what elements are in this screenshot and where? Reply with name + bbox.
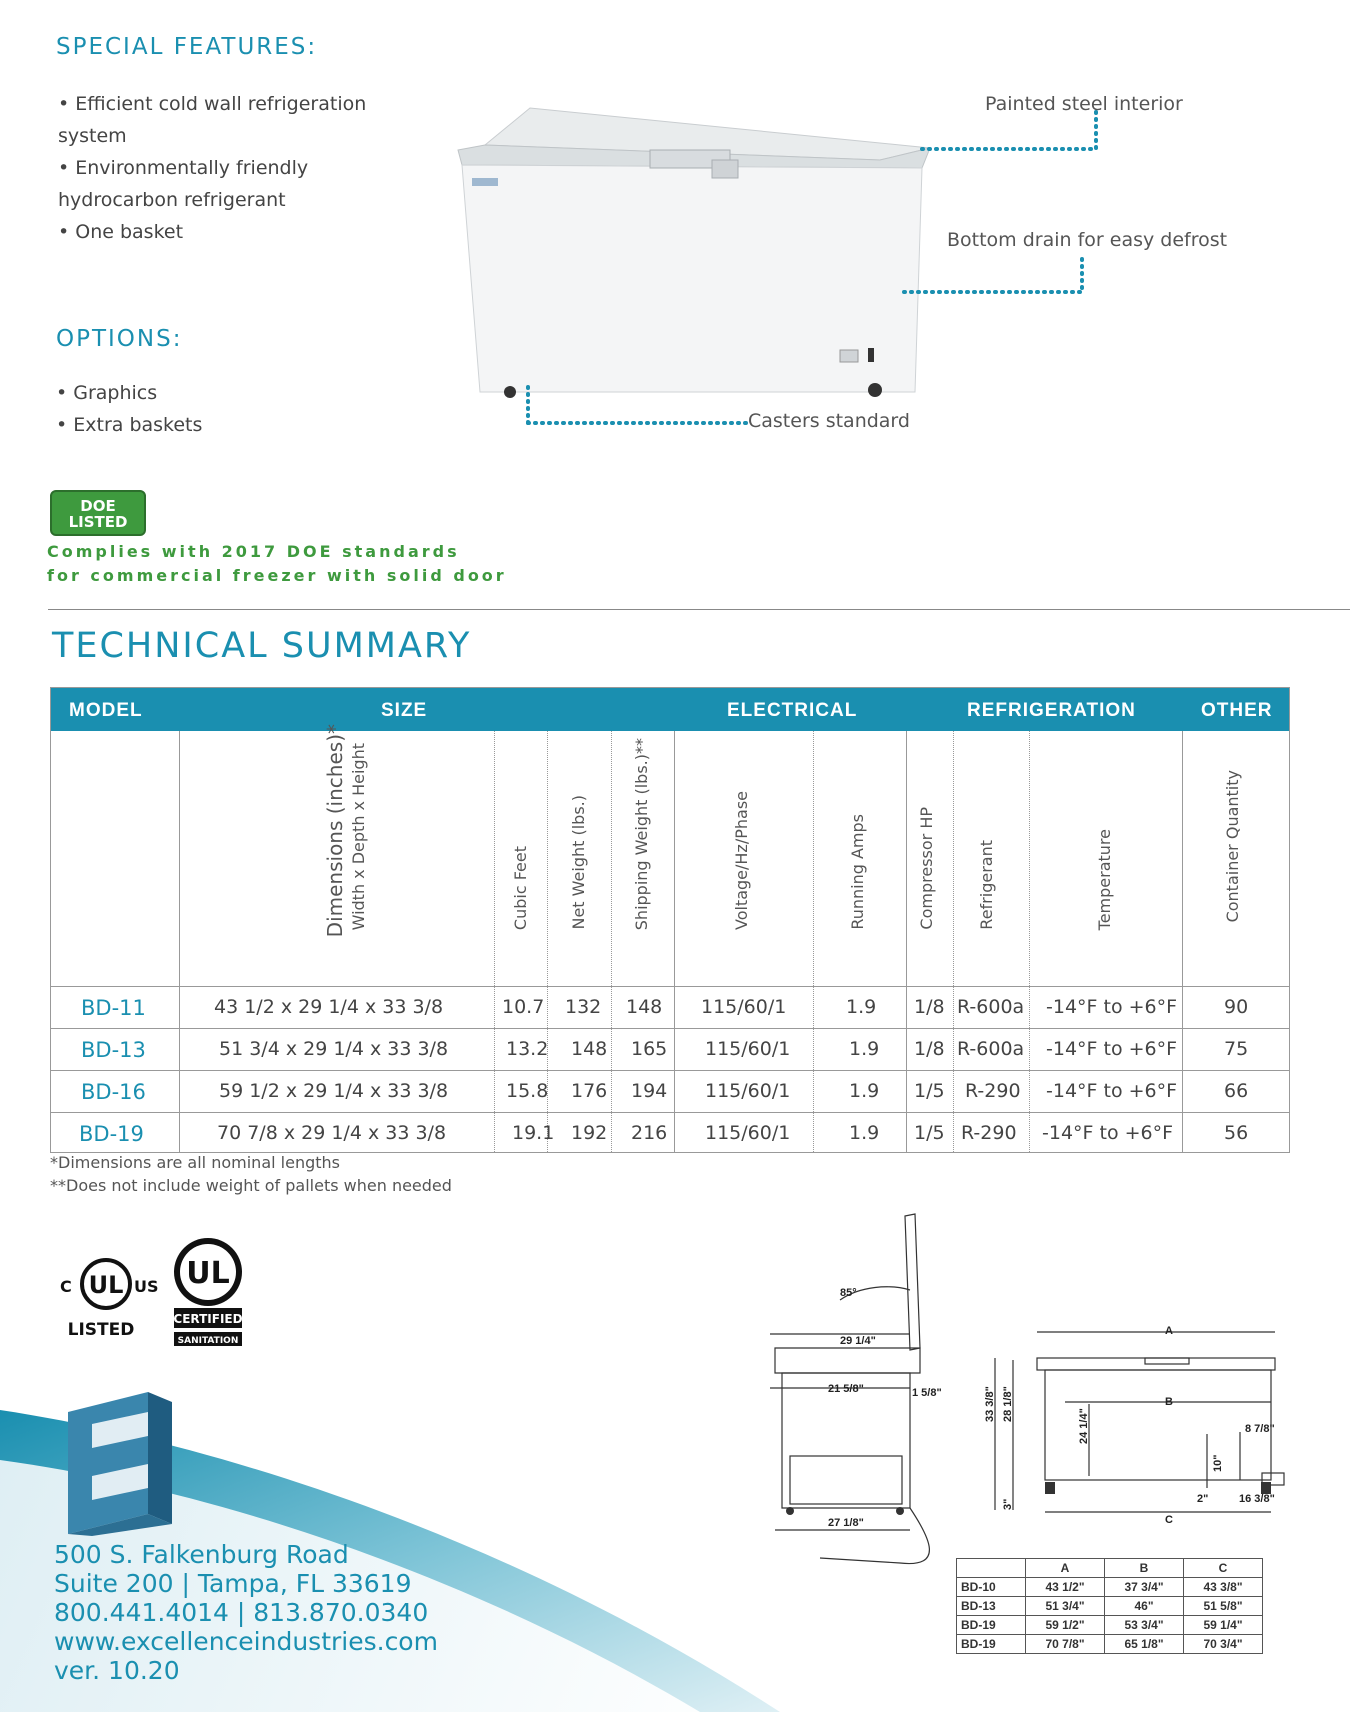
- dim-header-cell: B: [1105, 1559, 1184, 1578]
- ul-listed-logo: [52, 1248, 160, 1344]
- cell-amps: 1.9: [849, 1038, 880, 1060]
- dim-cell: 51 3/4": [1026, 1597, 1105, 1616]
- list-item: • One basket: [58, 221, 184, 243]
- cell-cuft: 13.2: [506, 1038, 549, 1060]
- doe-listed-badge: [50, 490, 146, 536]
- doe-compliance-line2: for commercial freezer with solid door: [47, 566, 507, 585]
- footnote-dimensions: *Dimensions are all nominal lengths: [50, 1153, 340, 1172]
- dim-base-depth: 27 1/8": [828, 1517, 864, 1529]
- list-item: system: [58, 125, 127, 147]
- doe-badge-line2: LISTED: [68, 513, 128, 531]
- cell-qty: 90: [1224, 996, 1249, 1018]
- cell-ship: 165: [631, 1038, 668, 1060]
- col-label-amps: Running Amps: [848, 814, 867, 930]
- cell-hp: 1/5: [914, 1080, 945, 1102]
- dim-b: B: [1165, 1396, 1173, 1408]
- list-item: • Environmentally friendly: [58, 157, 309, 179]
- dim-cell: 59 1/2": [1026, 1616, 1105, 1635]
- footnote-pallets: **Does not include weight of pallets when needed: [50, 1176, 452, 1195]
- dim-inner-depth: 21 5/8": [828, 1383, 864, 1395]
- dim-header-cell: C: [1184, 1559, 1263, 1578]
- cell-dims: 51 3/4 x 29 1/4 x 33 3/8: [219, 1038, 449, 1060]
- col-label-net-weight: Net Weight (lbs.): [569, 795, 588, 930]
- dim-cell: 51 5/8": [1184, 1597, 1263, 1616]
- table-row: [51, 1112, 1289, 1155]
- doe-compliance-line1: Complies with 2017 DOE standards: [47, 542, 460, 561]
- col-label-voltage: Voltage/Hz/Phase: [732, 791, 751, 930]
- dim-h1: 33 3/8": [984, 1386, 996, 1422]
- address-website[interactable]: www.excellenceindustries.com: [54, 1627, 438, 1656]
- cell-ship: 216: [631, 1122, 668, 1144]
- col-label-hp: Compressor HP: [917, 807, 936, 930]
- cell-dims: 43 1/2 x 29 1/4 x 33 3/8: [214, 996, 444, 1018]
- dim-cell: BD-10: [957, 1578, 1026, 1597]
- ul-listed-c: C: [60, 1277, 72, 1296]
- cell-amps: 1.9: [849, 1080, 880, 1102]
- dim-cell: 53 3/4": [1105, 1616, 1184, 1635]
- table-row: [51, 986, 1289, 1029]
- dim-cell: BD-13: [957, 1597, 1026, 1616]
- table-row: [957, 1597, 1263, 1616]
- col-label-shipping-weight: Shipping Weight (lbs.)**: [632, 737, 651, 930]
- dim-cell: 37 3/4": [1105, 1578, 1184, 1597]
- cell-net: 132: [565, 996, 602, 1018]
- list-item: • Extra baskets: [56, 414, 203, 436]
- callout-casters: Casters standard: [748, 410, 910, 432]
- group-electrical: ELECTRICAL: [727, 700, 858, 721]
- cell-cuft: 15.8: [506, 1080, 549, 1102]
- cell-ref: R-290: [961, 1122, 1017, 1144]
- cell-model: BD-11: [81, 996, 146, 1020]
- address-street: 500 S. Falkenburg Road: [54, 1540, 349, 1569]
- group-other: OTHER: [1201, 700, 1273, 721]
- cell-dims: 59 1/2 x 29 1/4 x 33 3/8: [219, 1080, 449, 1102]
- ul-sanitation-label: SANITATION: [177, 1336, 239, 1346]
- dim-cell: 70 7/8": [1026, 1635, 1105, 1654]
- ul-listed-us: US: [134, 1277, 159, 1296]
- ul-certified-mark: UL: [186, 1256, 230, 1291]
- dim-lid-overhang: 1 5/8": [912, 1387, 942, 1399]
- table-row: [957, 1616, 1263, 1635]
- list-item: • Efficient cold wall refrigeration: [58, 93, 367, 115]
- cell-qty: 66: [1224, 1080, 1249, 1102]
- dim-header-cell: [957, 1559, 1026, 1578]
- table-row: [51, 1070, 1289, 1113]
- cell-volt: 115/60/1: [705, 1080, 791, 1102]
- callout-leaders: [0, 0, 1366, 440]
- cell-temp: -14°F to +6°F: [1046, 996, 1178, 1018]
- table-header-row: [957, 1559, 1263, 1578]
- cell-amps: 1.9: [849, 1122, 880, 1144]
- dim-cell: BD-19: [957, 1616, 1026, 1635]
- group-refrigeration: REFRIGERATION: [967, 700, 1136, 721]
- cell-temp: -14°F to +6°F: [1046, 1080, 1178, 1102]
- cell-model: BD-13: [81, 1038, 146, 1062]
- cell-qty: 75: [1224, 1038, 1249, 1060]
- cell-temp: -14°F to +6°F: [1046, 1038, 1178, 1060]
- cell-net: 192: [571, 1122, 608, 1144]
- dim-h3: 24 1/4": [1078, 1408, 1090, 1444]
- cell-ref: R-600a: [957, 1038, 1025, 1060]
- dim-h2: 28 1/8": [1002, 1386, 1014, 1422]
- cell-cuft: 19.1: [512, 1122, 555, 1144]
- address-phone: 800.441.4014 | 813.870.0340: [54, 1598, 429, 1627]
- cell-volt: 115/60/1: [701, 996, 787, 1018]
- cell-hp: 1/8: [914, 996, 945, 1018]
- cell-qty: 56: [1224, 1122, 1249, 1144]
- dim-cell: 59 1/4": [1184, 1616, 1263, 1635]
- doe-badge-line1: DOE: [80, 497, 116, 515]
- cell-model: BD-16: [81, 1080, 146, 1104]
- dim-lid-depth: 29 1/4": [840, 1335, 876, 1347]
- list-item: • Graphics: [56, 382, 158, 404]
- cell-temp: -14°F to +6°F: [1042, 1122, 1174, 1144]
- col-label-temperature: Temperature: [1095, 828, 1114, 930]
- dim-cell: 43 1/2": [1026, 1578, 1105, 1597]
- cell-ref: R-600a: [957, 996, 1025, 1018]
- cell-hp: 1/5: [914, 1122, 945, 1144]
- dim-a: A: [1165, 1325, 1173, 1337]
- excellence-logo: [62, 1384, 174, 1536]
- col-label-container: Container Quantity: [1223, 769, 1242, 922]
- company-address: [54, 1540, 438, 1685]
- cell-amps: 1.9: [846, 996, 877, 1018]
- dim-cell: BD-19: [957, 1635, 1026, 1654]
- callout-drain: Bottom drain for easy defrost: [947, 229, 1228, 251]
- options-title: OPTIONS:: [56, 326, 183, 352]
- table-row: [957, 1635, 1263, 1654]
- address-version: ver. 10.20: [54, 1656, 180, 1685]
- table-row: [957, 1578, 1263, 1597]
- front-view-drawing: [975, 1320, 1305, 1545]
- cell-hp: 1/8: [914, 1038, 945, 1060]
- dim-w2: 2": [1197, 1493, 1209, 1505]
- ul-listed-label: LISTED: [67, 1320, 135, 1340]
- dim-angle: 85°: [840, 1287, 857, 1299]
- callout-interior: Painted steel interior: [985, 93, 1183, 115]
- cell-dims: 70 7/8 x 29 1/4 x 33 3/8: [217, 1122, 447, 1144]
- dim-cell: 46": [1105, 1597, 1184, 1616]
- table-row: [51, 1028, 1289, 1071]
- cell-volt: 115/60/1: [705, 1038, 791, 1060]
- col-label-cubic-feet: Cubic Feet: [511, 845, 530, 930]
- cell-net: 176: [571, 1080, 608, 1102]
- cell-ref: R-290: [965, 1080, 1021, 1102]
- dim-cell: 65 1/8": [1105, 1635, 1184, 1654]
- dim-h4: 10": [1212, 1454, 1224, 1472]
- col-label-refrigerant: Refrigerant: [977, 840, 996, 930]
- cell-volt: 115/60/1: [705, 1122, 791, 1144]
- ul-listed-mark: UL: [88, 1271, 124, 1299]
- special-features-title: SPECIAL FEATURES:: [56, 34, 318, 60]
- ul-certified-logo: [170, 1236, 250, 1350]
- table-group-header: [51, 688, 1289, 731]
- side-view-drawing: [760, 1208, 960, 1578]
- list-item: hydrocarbon refrigerant: [58, 189, 286, 211]
- dim-header-cell: A: [1026, 1559, 1105, 1578]
- cell-ship: 194: [631, 1080, 668, 1102]
- dim-w1: 8 7/8": [1245, 1423, 1275, 1435]
- col-label-dimensions-sub: Width x Depth x Height: [349, 742, 368, 930]
- cell-model: BD-19: [79, 1122, 144, 1146]
- dim-h5: 3": [1002, 1498, 1014, 1510]
- dim-cell: 70 3/4": [1184, 1635, 1263, 1654]
- col-label-dimensions: Dimensions (inches)*: [323, 723, 347, 937]
- cell-net: 148: [571, 1038, 608, 1060]
- technical-summary-title: TECHNICAL SUMMARY: [52, 626, 472, 666]
- group-size: SIZE: [381, 700, 428, 721]
- dim-cell: 43 3/8": [1184, 1578, 1263, 1597]
- group-model: MODEL: [69, 700, 143, 721]
- ul-certified-label: CERTIFIED: [173, 1312, 243, 1326]
- dim-c: C: [1165, 1514, 1173, 1526]
- cell-ship: 148: [626, 996, 663, 1018]
- dim-w3: 16 3/8": [1239, 1493, 1275, 1505]
- cell-cuft: 10.7: [502, 996, 545, 1018]
- dimension-table: [956, 1558, 1263, 1654]
- address-suite: Suite 200 | Tampa, FL 33619: [54, 1569, 412, 1598]
- technical-summary-table: [50, 687, 1290, 1153]
- section-divider: [48, 609, 1350, 610]
